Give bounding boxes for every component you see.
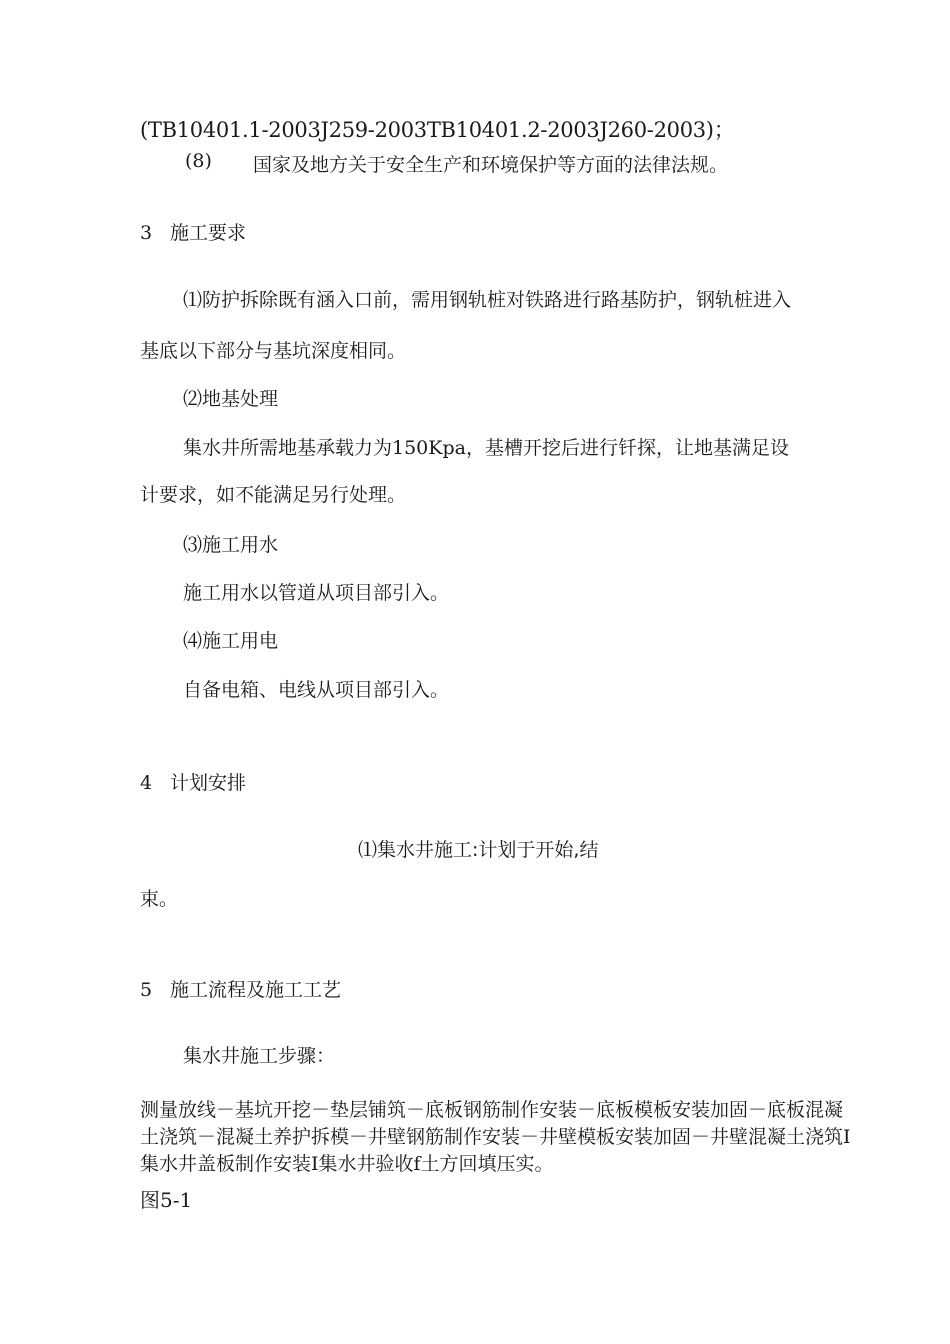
section-3-para1-line1: ⑴防护拆除既有涵入口前，需用钢轨桩对铁路进行路基防护，钢轨桩进入 <box>183 289 792 311</box>
section-3-title: 施工要求 <box>170 222 247 244</box>
section-4-line1: ⑴集水井施工:计划于开始,结 <box>358 839 599 861</box>
section-3-para1-line2: 基底以下部分与基坑深度相同。 <box>140 340 407 362</box>
section-4-number: 4 <box>140 772 153 794</box>
item-8-text: 国家及地方关于安全生产和环境保护等方面的法律法规。 <box>253 154 729 176</box>
subsection-2-line2: 计要求，如不能满足另行处理。 <box>140 484 407 506</box>
section-3-number: 3 <box>140 222 153 244</box>
figure-label: 图5-1 <box>140 1188 193 1212</box>
section-4-line2: 束。 <box>140 888 179 910</box>
subsection-4-title: ⑷施工用电 <box>183 630 279 652</box>
section-3-heading <box>140 218 246 245</box>
section-5-heading <box>140 975 341 1002</box>
section-5-title: 施工流程及施工工艺 <box>170 979 342 1001</box>
section-5-number: 5 <box>140 979 153 1001</box>
section-4-title: 计划安排 <box>170 772 247 794</box>
steps-title: 集水井施工步骤： <box>183 1045 336 1067</box>
subsection-3-title: ⑶施工用水 <box>183 534 279 556</box>
subsection-2-title: ⑵地基处理 <box>183 388 279 410</box>
subsection-3-text: 施工用水以管道从项目部引入。 <box>183 582 450 604</box>
subsection-4-text: 自备电箱、电线从项目部引入。 <box>183 679 450 701</box>
standard-line: (TB10401.1-2003J259-2003TB10401.2-2003J260-2003)； <box>140 118 735 142</box>
subsection-2-line1: 集水井所需地基承载力为150Kpa，基槽开挖后进行钎探，让地基满足设 <box>183 437 789 459</box>
section-4-heading <box>140 768 246 795</box>
item-8-number: (8) <box>185 150 212 172</box>
process-flow: 测量放线－基坑开挖－垫层铺筑－底板钢筋制作安装－底板模板安装加固－底板混凝土浇筑－混凝土养护拆模－井壁钢筋制作安装－井壁模板安装加固－井壁混凝土浇筑I集水井盖板制作安装I集水井验收f土方回填压实。 <box>140 1099 851 1175</box>
